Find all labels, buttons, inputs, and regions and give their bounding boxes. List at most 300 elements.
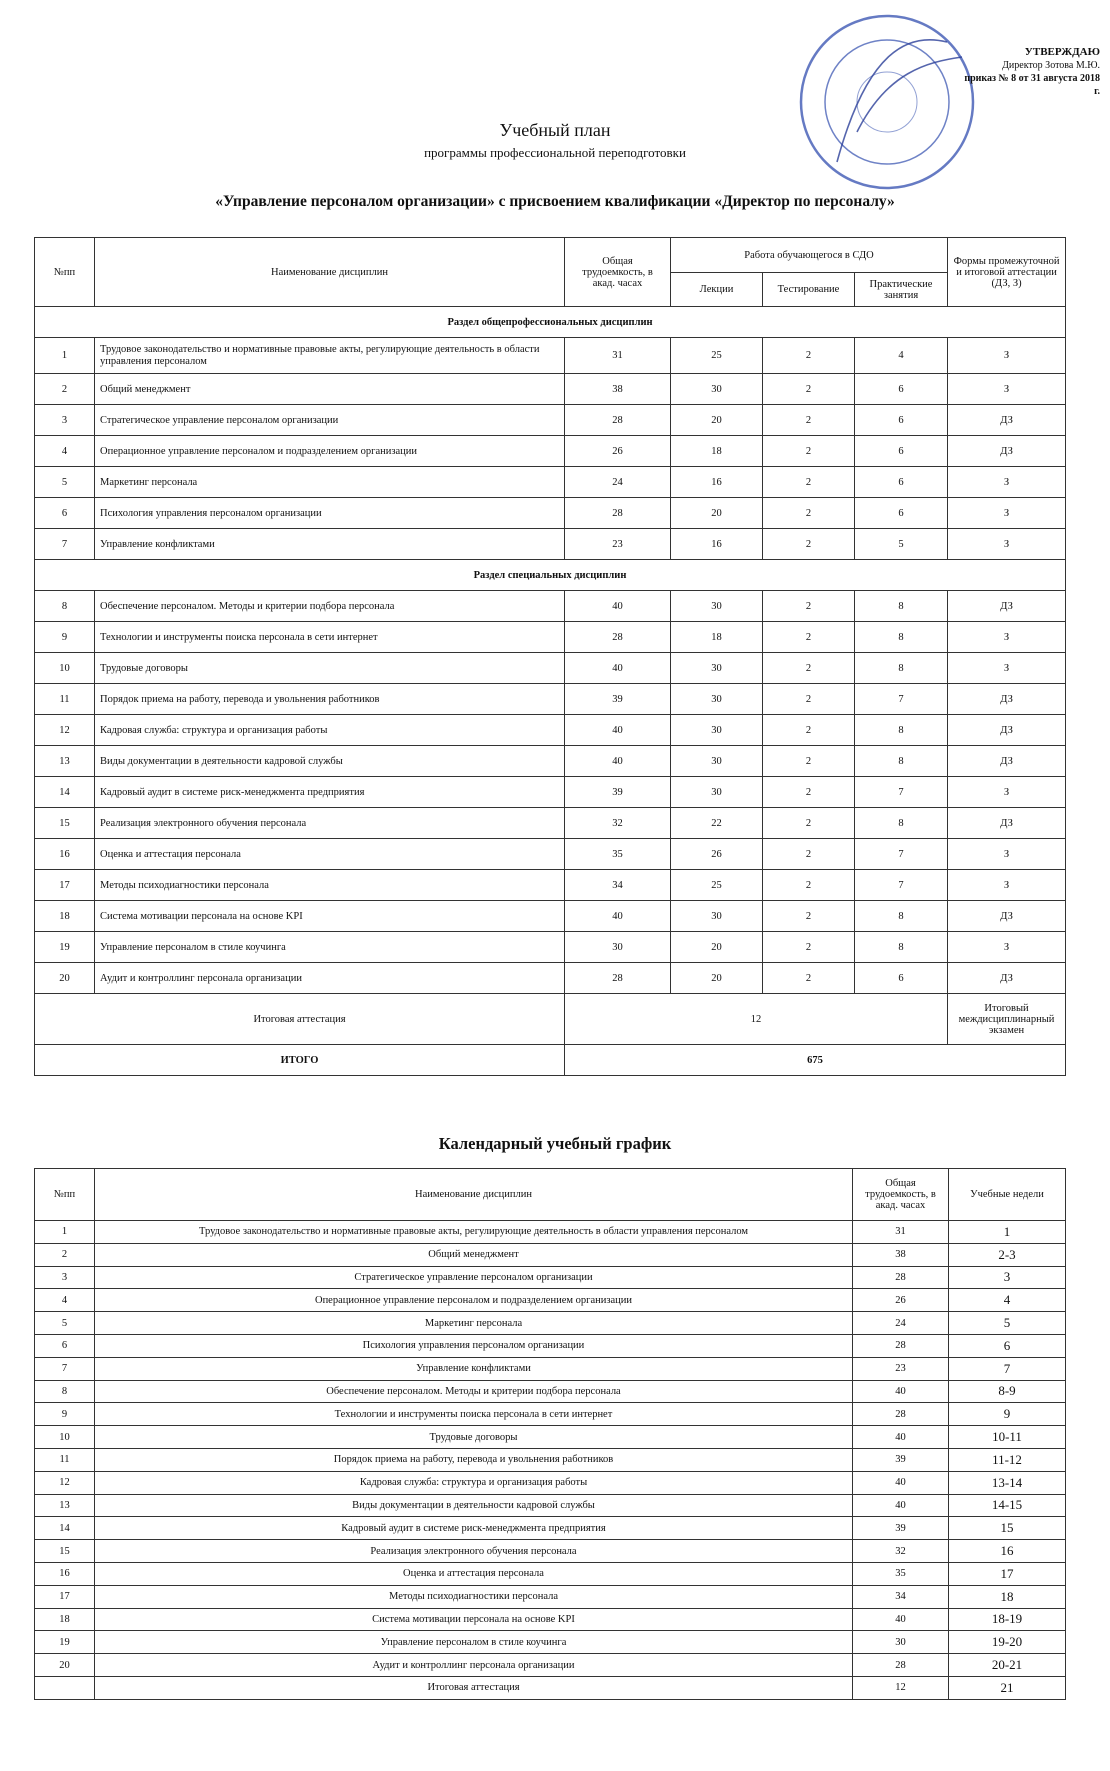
discipline-name: Обеспечение персоналом. Методы и критерии подбора персонала: [95, 591, 565, 622]
assessment-form: З: [948, 653, 1066, 684]
lecture-hours: 25: [671, 338, 763, 374]
assessment-form: З: [948, 932, 1066, 963]
assessment-form: ДЗ: [948, 808, 1066, 839]
table-row: [35, 963, 1066, 994]
section-row: [35, 307, 1066, 338]
lecture-hours: 22: [671, 808, 763, 839]
testing-hours: 2: [763, 653, 855, 684]
testing-hours: 2: [763, 684, 855, 715]
discipline-name: Оценка и аттестация персонала: [95, 839, 565, 870]
study-weeks: 21: [949, 1676, 1066, 1699]
total-hours: 35: [565, 839, 671, 870]
final-attestation-label: Итоговая аттестация: [35, 994, 565, 1045]
table-row: [35, 653, 1066, 684]
total-hours: 30: [853, 1631, 949, 1654]
assessment-form: З: [948, 498, 1066, 529]
row-number: 13: [35, 1494, 95, 1517]
program-title: «Управление персоналом организации» с присвоением квалификации «Директор по персоналу»: [215, 193, 895, 210]
total-hours: 40: [853, 1426, 949, 1449]
discipline-name: Порядок приема на работу, перевода и увольнения работников: [95, 684, 565, 715]
total-hours: 26: [565, 436, 671, 467]
row-number: 16: [35, 1562, 95, 1585]
testing-hours: 2: [763, 932, 855, 963]
lecture-hours: 20: [671, 963, 763, 994]
study-weeks: 20-21: [949, 1654, 1066, 1677]
cal-col-weeks: Учебные недели: [949, 1169, 1066, 1221]
lecture-hours: 30: [671, 777, 763, 808]
discipline-name: Аудит и контроллинг персонала организации: [95, 963, 565, 994]
table-row: [35, 684, 1066, 715]
discipline-name: Психология управления персоналом организации: [95, 498, 565, 529]
discipline-name: Технологии и инструменты поиска персонала в сети интернет: [95, 622, 565, 653]
assessment-form: З: [948, 777, 1066, 808]
testing-hours: 2: [763, 436, 855, 467]
row-number: 13: [35, 746, 95, 777]
col-practice: Практические занятия: [855, 273, 948, 307]
total-hours: 28: [565, 498, 671, 529]
total-hours-sum: 675: [565, 1045, 1066, 1076]
discipline-name: Кадровый аудит в системе риск-менеджмента предприятия: [95, 1517, 853, 1540]
total-hours: 38: [565, 374, 671, 405]
lecture-hours: 18: [671, 622, 763, 653]
practice-hours: 8: [855, 932, 948, 963]
total-hours: 40: [853, 1608, 949, 1631]
lecture-hours: 30: [671, 746, 763, 777]
col-lectures: Лекции: [671, 273, 763, 307]
discipline-name: Маркетинг персонала: [95, 1312, 853, 1335]
lecture-hours: 30: [671, 653, 763, 684]
row-number: 4: [35, 436, 95, 467]
total-hours: 28: [853, 1334, 949, 1357]
study-weeks: 4: [949, 1289, 1066, 1312]
table-row: [35, 715, 1066, 746]
section-row: [35, 560, 1066, 591]
lecture-hours: 20: [671, 498, 763, 529]
row-number: 15: [35, 1540, 95, 1563]
practice-hours: 6: [855, 436, 948, 467]
table-row: [35, 622, 1066, 653]
table-row: [35, 1448, 1066, 1471]
assessment-form: З: [948, 467, 1066, 498]
row-number: 6: [35, 498, 95, 529]
discipline-name: Управление персоналом в стиле коучинга: [95, 932, 565, 963]
total-hours: 40: [565, 653, 671, 684]
total-hours: 28: [853, 1266, 949, 1289]
discipline-name: Стратегическое управление персоналом организации: [95, 405, 565, 436]
table-row: [35, 1426, 1066, 1449]
study-weeks: 9: [949, 1403, 1066, 1426]
table-row: [35, 1221, 1066, 1244]
total-hours: 35: [853, 1562, 949, 1585]
practice-hours: 8: [855, 622, 948, 653]
table-row: [35, 374, 1066, 405]
final-attestation-row: [35, 994, 1066, 1045]
col-total: Общая трудоемкость, в акад. часах: [565, 238, 671, 307]
table-row: [35, 1540, 1066, 1563]
row-number: 19: [35, 932, 95, 963]
total-hours: 40: [565, 746, 671, 777]
testing-hours: 2: [763, 591, 855, 622]
table-row: [35, 1608, 1066, 1631]
total-hours: 28: [853, 1403, 949, 1426]
practice-hours: 6: [855, 405, 948, 436]
table-row: [35, 1312, 1066, 1335]
col-forms: Формы промежуточной и итоговой аттестации (ДЗ, З): [948, 238, 1066, 307]
table-row: [35, 591, 1066, 622]
row-number: 3: [35, 405, 95, 436]
row-number: 6: [35, 1334, 95, 1357]
testing-hours: 2: [763, 746, 855, 777]
table-row: [35, 529, 1066, 560]
row-number: 19: [35, 1631, 95, 1654]
col-name: Наименование дисциплин: [95, 238, 565, 307]
table-row: [35, 777, 1066, 808]
assessment-form: ДЗ: [948, 591, 1066, 622]
assessment-form: З: [948, 622, 1066, 653]
testing-hours: 2: [763, 901, 855, 932]
table-row: [35, 1631, 1066, 1654]
row-number: 14: [35, 777, 95, 808]
section-title: Раздел специальных дисциплин: [35, 560, 1066, 591]
total-hours: 40: [565, 591, 671, 622]
testing-hours: 2: [763, 808, 855, 839]
discipline-name: Обеспечение персоналом. Методы и критерии подбора персонала: [95, 1380, 853, 1403]
table-row: [35, 1654, 1066, 1677]
discipline-name: Система мотивации персонала на основе KPI: [95, 901, 565, 932]
assessment-form: ДЗ: [948, 436, 1066, 467]
total-label: ИТОГО: [35, 1045, 565, 1076]
lecture-hours: 30: [671, 684, 763, 715]
table-row: [35, 1585, 1066, 1608]
total-hours: 40: [853, 1471, 949, 1494]
practice-hours: 8: [855, 746, 948, 777]
total-hours: 34: [565, 870, 671, 901]
practice-hours: 8: [855, 901, 948, 932]
practice-hours: 8: [855, 808, 948, 839]
approval-block: [960, 46, 1100, 98]
row-number: 17: [35, 1585, 95, 1608]
table-row: [35, 1471, 1066, 1494]
row-number: 5: [35, 1312, 95, 1335]
discipline-name: Кадровый аудит в системе риск-менеджмента предприятия: [95, 777, 565, 808]
lecture-hours: 30: [671, 374, 763, 405]
row-number: 8: [35, 591, 95, 622]
study-weeks: 8-9: [949, 1380, 1066, 1403]
testing-hours: 2: [763, 338, 855, 374]
total-hours: 39: [565, 777, 671, 808]
discipline-name: Реализация электронного обучения персонала: [95, 808, 565, 839]
discipline-name: Кадровая служба: структура и организация работы: [95, 715, 565, 746]
lecture-hours: 25: [671, 870, 763, 901]
discipline-name: Управление персоналом в стиле коучинга: [95, 1631, 853, 1654]
practice-hours: 4: [855, 338, 948, 374]
practice-hours: 6: [855, 374, 948, 405]
discipline-name: Методы психодиагностики персонала: [95, 870, 565, 901]
discipline-name: Трудовые договоры: [95, 1426, 853, 1449]
discipline-name: Стратегическое управление персоналом организации: [95, 1266, 853, 1289]
practice-hours: 5: [855, 529, 948, 560]
discipline-name: Методы психодиагностики персонала: [95, 1585, 853, 1608]
row-number: 7: [35, 529, 95, 560]
discipline-name: Реализация электронного обучения персонала: [95, 1540, 853, 1563]
total-hours: 38: [853, 1243, 949, 1266]
study-weeks: 18-19: [949, 1608, 1066, 1631]
total-hours: 23: [853, 1357, 949, 1380]
practice-hours: 6: [855, 498, 948, 529]
practice-hours: 7: [855, 870, 948, 901]
practice-hours: 6: [855, 467, 948, 498]
final-attestation-row: [35, 1676, 1066, 1699]
approval-title: УТВЕРЖДАЮ: [1024, 46, 1100, 58]
final-attestation-hours: 12: [853, 1676, 949, 1699]
study-weeks: 6: [949, 1334, 1066, 1357]
table-row: [35, 1289, 1066, 1312]
discipline-name: Виды документации в деятельности кадровой службы: [95, 1494, 853, 1517]
total-hours: 31: [853, 1221, 949, 1244]
study-weeks: 14-15: [949, 1494, 1066, 1517]
table-row: [35, 498, 1066, 529]
discipline-name: Технологии и инструменты поиска персонала в сети интернет: [95, 1403, 853, 1426]
assessment-form: ДЗ: [948, 746, 1066, 777]
total-hours: 28: [565, 405, 671, 436]
lecture-hours: 30: [671, 715, 763, 746]
table-row: [35, 338, 1066, 374]
row-number: 11: [35, 684, 95, 715]
study-weeks: 13-14: [949, 1471, 1066, 1494]
row-number: 5: [35, 467, 95, 498]
study-weeks: 10-11: [949, 1426, 1066, 1449]
discipline-name: Управление конфликтами: [95, 529, 565, 560]
total-hours: 39: [853, 1517, 949, 1540]
table-header-row: [35, 238, 1066, 273]
lecture-hours: 16: [671, 467, 763, 498]
cal-col-total: Общая трудоемкость, в акад. часах: [853, 1169, 949, 1221]
study-weeks: 16: [949, 1540, 1066, 1563]
official-seal-icon: [797, 12, 977, 192]
col-work: Работа обучающегося в СДО: [671, 238, 948, 273]
testing-hours: 2: [763, 715, 855, 746]
discipline-name: Виды документации в деятельности кадровой службы: [95, 746, 565, 777]
row-number: 11: [35, 1448, 95, 1471]
total-hours: 28: [565, 963, 671, 994]
col-testing: Тестирование: [763, 273, 855, 307]
testing-hours: 2: [763, 374, 855, 405]
study-weeks: 5: [949, 1312, 1066, 1335]
final-attestation-form: Итоговый междисциплинарный экзамен: [948, 994, 1066, 1045]
practice-hours: 8: [855, 591, 948, 622]
row-number: 10: [35, 653, 95, 684]
cal-col-num: №пп: [35, 1169, 95, 1221]
calendar-title: Календарный учебный график: [438, 1134, 672, 1153]
testing-hours: 2: [763, 405, 855, 436]
total-hours: 26: [853, 1289, 949, 1312]
lecture-hours: 18: [671, 436, 763, 467]
row-number: 16: [35, 839, 95, 870]
curriculum-table: [34, 237, 1066, 1076]
practice-hours: 7: [855, 839, 948, 870]
total-hours: 31: [565, 338, 671, 374]
row-number: 15: [35, 808, 95, 839]
row-number: 18: [35, 901, 95, 932]
row-number: 9: [35, 622, 95, 653]
table-row: [35, 405, 1066, 436]
total-hours: 40: [565, 901, 671, 932]
total-hours: 40: [853, 1494, 949, 1517]
discipline-name: Система мотивации персонала на основе KPI: [95, 1608, 853, 1631]
row-number: 12: [35, 1471, 95, 1494]
discipline-name: Психология управления персоналом организации: [95, 1334, 853, 1357]
testing-hours: 2: [763, 839, 855, 870]
table-row: [35, 808, 1066, 839]
col-num: №пп: [35, 238, 95, 307]
page-subtitle: программы профессиональной переподготовки: [424, 145, 686, 160]
discipline-name: Трудовое законодательство и нормативные правовые акты, регулирующие деятельность в области управления персоналом: [95, 1221, 853, 1244]
testing-hours: 2: [763, 622, 855, 653]
testing-hours: 2: [763, 529, 855, 560]
total-hours: 34: [853, 1585, 949, 1608]
study-weeks: 1: [949, 1221, 1066, 1244]
discipline-name: Операционное управление персоналом и подразделением организации: [95, 436, 565, 467]
table-row: [35, 746, 1066, 777]
row-number: 7: [35, 1357, 95, 1380]
practice-hours: 6: [855, 963, 948, 994]
discipline-name: Общий менеджмент: [95, 374, 565, 405]
testing-hours: 2: [763, 963, 855, 994]
total-hours: 32: [565, 808, 671, 839]
row-number: 2: [35, 374, 95, 405]
discipline-name: Операционное управление персоналом и подразделением организации: [95, 1289, 853, 1312]
row-number: 20: [35, 1654, 95, 1677]
practice-hours: 7: [855, 684, 948, 715]
table-row: [35, 1517, 1066, 1540]
discipline-name: Маркетинг персонала: [95, 467, 565, 498]
assessment-form: ДЗ: [948, 901, 1066, 932]
total-hours: 30: [565, 932, 671, 963]
approval-order: приказ № 8 от 31 августа 2018 г.: [964, 73, 1100, 97]
row-number: 8: [35, 1380, 95, 1403]
row-number: 20: [35, 963, 95, 994]
section-title: Раздел общепрофессиональных дисциплин: [35, 307, 1066, 338]
table-row: [35, 870, 1066, 901]
lecture-hours: 26: [671, 839, 763, 870]
testing-hours: 2: [763, 498, 855, 529]
row-number: 12: [35, 715, 95, 746]
final-attestation-hours: 12: [565, 994, 948, 1045]
table-row: [35, 932, 1066, 963]
total-row: [35, 1045, 1066, 1076]
row-number: 10: [35, 1426, 95, 1449]
total-hours: 40: [565, 715, 671, 746]
table-row: [35, 436, 1066, 467]
table-row: [35, 1403, 1066, 1426]
lecture-hours: 30: [671, 591, 763, 622]
row-number: 17: [35, 870, 95, 901]
calendar-header-row: [35, 1169, 1066, 1221]
discipline-name: Общий менеджмент: [95, 1243, 853, 1266]
assessment-form: З: [948, 374, 1066, 405]
total-hours: 39: [853, 1448, 949, 1471]
study-weeks: 7: [949, 1357, 1066, 1380]
discipline-name: Аудит и контроллинг персонала организации: [95, 1654, 853, 1677]
approval-director: Директор Зотова М.Ю.: [1002, 60, 1100, 71]
row-number: 1: [35, 338, 95, 374]
total-hours: 39: [565, 684, 671, 715]
table-row: [35, 1494, 1066, 1517]
table-row: [35, 1562, 1066, 1585]
practice-hours: 7: [855, 777, 948, 808]
final-attestation-label: Итоговая аттестация: [95, 1676, 853, 1699]
row-number: 4: [35, 1289, 95, 1312]
table-row: [35, 1334, 1066, 1357]
testing-hours: 2: [763, 870, 855, 901]
assessment-form: ДЗ: [948, 715, 1066, 746]
table-row: [35, 1266, 1066, 1289]
table-row: [35, 1357, 1066, 1380]
study-weeks: 3: [949, 1266, 1066, 1289]
assessment-form: З: [948, 529, 1066, 560]
total-hours: 28: [853, 1654, 949, 1677]
lecture-hours: 20: [671, 405, 763, 436]
study-weeks: 15: [949, 1517, 1066, 1540]
discipline-name: Управление конфликтами: [95, 1357, 853, 1380]
assessment-form: З: [948, 839, 1066, 870]
discipline-name: Кадровая служба: структура и организация работы: [95, 1471, 853, 1494]
testing-hours: 2: [763, 777, 855, 808]
calendar-table: [34, 1168, 1066, 1700]
row-number: 18: [35, 1608, 95, 1631]
total-hours: 24: [853, 1312, 949, 1335]
study-weeks: 2-3: [949, 1243, 1066, 1266]
lecture-hours: 20: [671, 932, 763, 963]
study-weeks: 19-20: [949, 1631, 1066, 1654]
row-number: [35, 1676, 95, 1699]
row-number: 2: [35, 1243, 95, 1266]
practice-hours: 8: [855, 653, 948, 684]
assessment-form: З: [948, 870, 1066, 901]
table-row: [35, 901, 1066, 932]
study-weeks: 17: [949, 1562, 1066, 1585]
study-weeks: 11-12: [949, 1448, 1066, 1471]
discipline-name: Порядок приема на работу, перевода и увольнения работников: [95, 1448, 853, 1471]
discipline-name: Трудовое законодательство и нормативные правовые акты, регулирующие деятельность в области управления персоналом: [95, 338, 565, 374]
assessment-form: ДЗ: [948, 405, 1066, 436]
table-row: [35, 1243, 1066, 1266]
table-row: [35, 467, 1066, 498]
lecture-hours: 16: [671, 529, 763, 560]
testing-hours: 2: [763, 467, 855, 498]
assessment-form: З: [948, 338, 1066, 374]
row-number: 14: [35, 1517, 95, 1540]
total-hours: 24: [565, 467, 671, 498]
row-number: 1: [35, 1221, 95, 1244]
row-number: 3: [35, 1266, 95, 1289]
discipline-name: Трудовые договоры: [95, 653, 565, 684]
discipline-name: Оценка и аттестация персонала: [95, 1562, 853, 1585]
total-hours: 28: [565, 622, 671, 653]
assessment-form: ДЗ: [948, 963, 1066, 994]
row-number: 9: [35, 1403, 95, 1426]
study-weeks: 18: [949, 1585, 1066, 1608]
total-hours: 32: [853, 1540, 949, 1563]
assessment-form: ДЗ: [948, 684, 1066, 715]
lecture-hours: 30: [671, 901, 763, 932]
total-hours: 23: [565, 529, 671, 560]
table-row: [35, 1380, 1066, 1403]
page-title: Учебный план: [499, 120, 611, 140]
total-hours: 40: [853, 1380, 949, 1403]
practice-hours: 8: [855, 715, 948, 746]
table-row: [35, 839, 1066, 870]
